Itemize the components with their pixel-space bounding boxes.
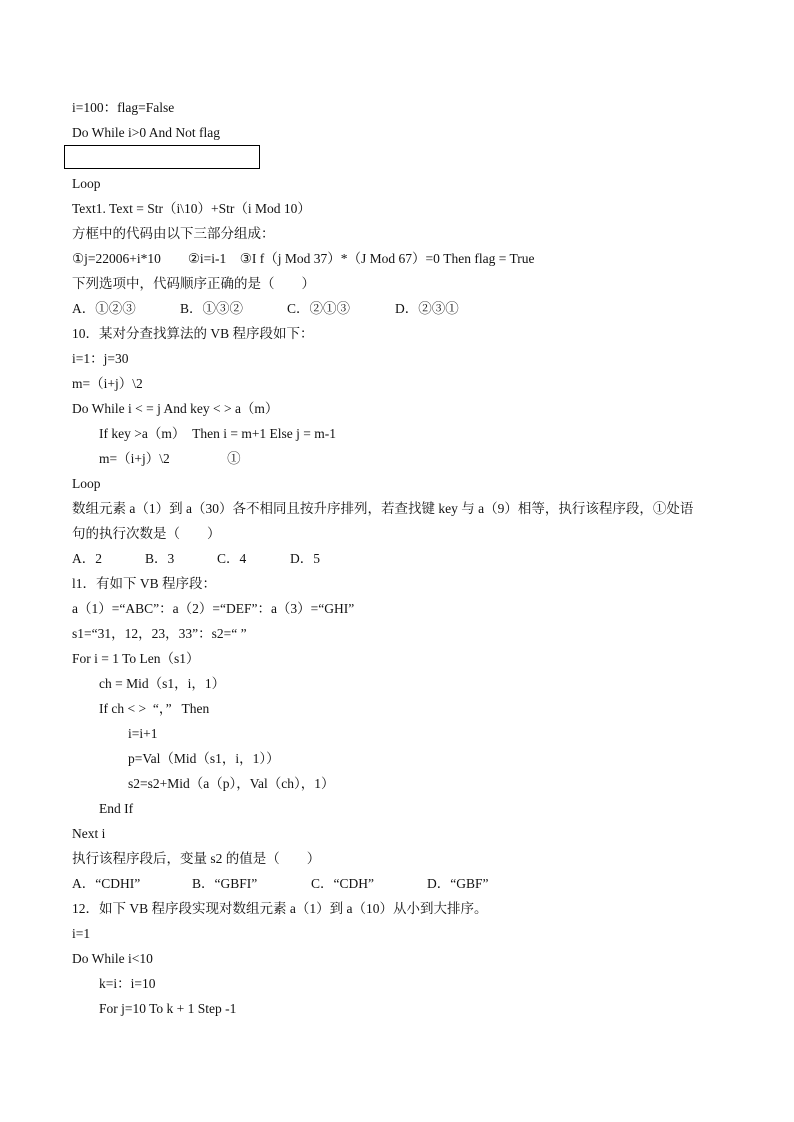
code-line: m=（i+j）\2 bbox=[72, 376, 143, 391]
code-line: Loop bbox=[72, 476, 101, 491]
code-line: If ch < > “，” Then bbox=[99, 701, 210, 716]
code-line: Do While i>0 And Not flag bbox=[72, 125, 220, 140]
code-line: s1=“31，12，23，33”：s2=“ ” bbox=[72, 626, 247, 641]
option-b: B．①③② bbox=[180, 301, 244, 316]
question-text: 下列选项中，代码顺序正确的是（ ） bbox=[72, 276, 315, 291]
question-text: 执行该程序段后，变量 s2 的值是（ ） bbox=[72, 851, 321, 866]
code-line: ch = Mid（s1，i，1） bbox=[99, 676, 226, 691]
option-b: B．“GBFI” bbox=[192, 876, 258, 891]
code-line: End If bbox=[99, 801, 134, 816]
code-line: If key >a（m） Then i = m+1 Else j = m-1 bbox=[99, 426, 337, 441]
code-line: i=1：j=30 bbox=[72, 351, 129, 366]
code-line: a（1）=“ABC”：a（2）=“DEF”：a（3）=“GHI” bbox=[72, 601, 355, 616]
code-line: s2=s2+Mid（a（p），Val（ch），1） bbox=[128, 776, 335, 791]
option-c: C．“CDH” bbox=[311, 876, 374, 891]
option-c: C．②①③ bbox=[287, 301, 351, 316]
option-a: A．“CDHI” bbox=[72, 876, 141, 891]
code-line: p=Val（Mid（s1，i，1）） bbox=[128, 751, 280, 766]
option-d: D．“GBF” bbox=[427, 876, 489, 891]
code-line: Text1. Text = Str（i\10）+Str（i Mod 10） bbox=[72, 201, 311, 216]
code-line: For j=10 To k + 1 Step -1 bbox=[99, 1001, 237, 1016]
code-blank-box bbox=[64, 145, 260, 169]
code-line: m=（i+j）\2 ① bbox=[99, 451, 241, 466]
code-line: For i = 1 To Len（s1） bbox=[72, 651, 200, 666]
option-a: A．①②③ bbox=[72, 301, 136, 316]
code-line: i=100：flag=False bbox=[72, 100, 175, 115]
code-line: Do While i<10 bbox=[72, 951, 153, 966]
question-title: 10．某对分查找算法的 VB 程序段如下： bbox=[72, 326, 314, 341]
option-d: D．②③① bbox=[395, 301, 459, 316]
option-d: D．5 bbox=[290, 551, 320, 566]
question-text: 方框中的代码由以下三部分组成： bbox=[72, 226, 275, 241]
code-line: Loop bbox=[72, 176, 101, 191]
code-line: i=1 bbox=[72, 926, 91, 941]
question-title: 12．如下 VB 程序段实现对数组元素 a（1）到 a（10）从小到大排序。 bbox=[72, 901, 488, 916]
option-a: A．2 bbox=[72, 551, 102, 566]
question-title: l1．有如下 VB 程序段： bbox=[72, 576, 217, 591]
code-line: k=i：i=10 bbox=[99, 976, 156, 991]
option-b: B．3 bbox=[145, 551, 175, 566]
option-c: C．4 bbox=[217, 551, 247, 566]
code-parts: ①j=22006+i*10 ②i=i-1 ③I f（j Mod 37）*（J Mod 67）=0 Then flag = True bbox=[72, 251, 535, 266]
question-text: 句的执行次数是（ ） bbox=[72, 526, 221, 541]
code-line: i=i+1 bbox=[128, 726, 158, 741]
question-text: 数组元素 a（1）到 a（30）各不相同且按升序排列，若查找键 key 与 a（9）相等，执行该程序段，①处语 bbox=[72, 501, 694, 516]
code-line: Do While i < = j And key < > a（m） bbox=[72, 401, 279, 416]
code-line: Next i bbox=[72, 826, 106, 841]
